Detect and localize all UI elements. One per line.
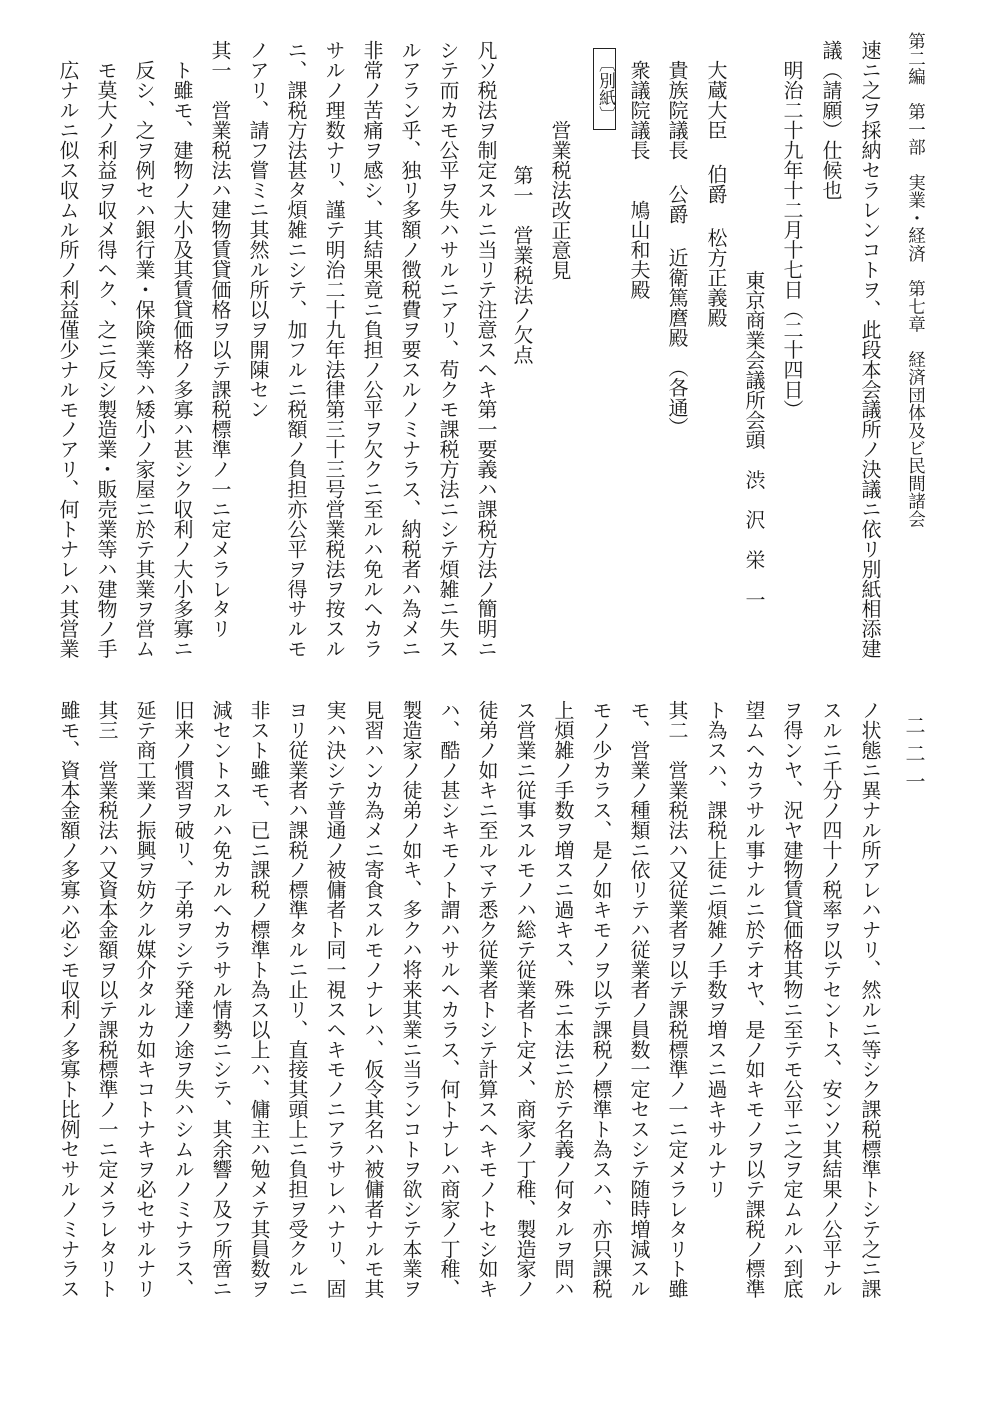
lower-line-12: ハ、酷ノ甚シキモノト謂ハサルヘカラス、何トナレハ商家ノ丁稚、 [437,700,461,1299]
upper-line-13: シテ而カモ公平ヲ失ハサルニアリ、苟クモ課税方法ニシテ煩雑ニ失ス [436,40,460,659]
upper-line-2: 議（請願）仕候也 [819,40,843,200]
date-line: 明治二十九年十二月十七日（二十四日） [780,60,804,420]
running-header: 第二編 第一部 実業・経済 第七章 経済団体及ビ民間諸会 [905,32,926,528]
addressee-representatives-speaker: 衆議院議長 鳩山和夫殿 [627,60,651,300]
upper-line-12: 凡ソ税法ヲ制定スルニ当リテ注意スヘキ第一要義ハ課税方法ノ簡明ニ [474,40,498,659]
lower-line-3: ヲ得ンヤ、況ヤ建物賃貸価格其物ニ至テモ公平ニ之ヲ定ムルハ到底 [780,700,804,1299]
lower-line-20: 延テ商工業ノ振興ヲ妨クル媒介タルカ如キコトナキヲ必セサルナリ [133,700,157,1299]
lower-line-18: 減セントスルハ免カルヘカラサル情勢ニシテ、其余響ノ及フ所啻ニ [209,700,233,1299]
lower-line-10: ス営業ニ従事スルモノハ総テ従業者ト定メ、商家ノ丁稚、製造家ノ [513,700,537,1299]
lower-line-2: スルニ千分ノ四十ノ税率ヲ以テセントス、安ンソ其結果ノ公平ナル [819,700,843,1299]
sender-line: 東京商業会議所会頭 渋 沢 栄 一 [742,270,766,610]
upper-line-15: 非常ノ苦痛ヲ感シ、其結果竟ニ負担ノ公平ヲ欠クニ至ルハ免ルヘカラ [360,40,384,659]
upper-line-20: ト雖モ、建物ノ大小及其賃貸価格ノ多寡ハ甚シク収利ノ大小多寡ニ [170,60,194,659]
lower-line-8: モノ少カラス、是ノ如キモノヲ以テ課税ノ標準ト為スハ、亦只課税 [589,700,613,1299]
lower-line-21: 其三 営業税法ハ又資本金額ヲ以テ課税標準ノ一ニ定メラレタリト [95,700,119,1299]
addressee-finance-minister: 大蔵大臣 伯爵 松方正義殿 [704,60,728,328]
lower-line-4: 望ムヘカラサル事ナルニ於テオヤ、是ノ如キモノヲ以テ課税ノ標準 [742,700,766,1299]
upper-line-22: モ莫大ノ利益ヲ収メ得ヘク、之ニ反シ製造業・販売業等ハ建物ノ手 [94,60,118,659]
lower-line-16: ヨリ従業者ハ課税ノ標準タルニ止リ、直接其頭上ニ負担ヲ受クルニ [285,700,309,1299]
upper-line-16: サルノ理数ナリ、謹テ明治二十九年法律第三十三号営業税法ヲ按スル [322,40,346,659]
lower-line-5: ト為スハ、課税上徒ニ煩雑ノ手数ヲ増スニ過キサルナリ [704,700,728,1199]
lower-line-14: 見習ハンカ為メニ寄食スルモノナレハ、仮令其名ハ被傭者ナルモ其 [361,700,385,1299]
attachment-label: 〔別紙〕 [593,48,616,130]
upper-line-21: 反シ、之ヲ例セハ銀行業・保険業等ハ矮小ノ家屋ニ於テ其業ヲ営ム [132,60,156,659]
upper-line-19: 其一 営業税法ハ建物賃貸価格ヲ以テ課税標準ノ一ニ定メラレタリ [208,40,232,639]
document-title: 営業税法改正意見 [548,120,572,280]
upper-line-1: 速ニ之ヲ採納セラレンコトヲ、此段本会議所ノ決議ニ依リ別紙相添建 [858,40,882,659]
upper-line-14: ルアラン乎、独リ多額ノ徴税費ヲ要スルノミナラス、納税者ハ為メニ [398,40,422,659]
lower-line-6: 其二 営業税法ハ又従業者ヲ以テ課税標準ノ一ニ定メラレタリト雖 [665,700,689,1299]
addressee-peers-president: 貴族院議長 公爵 近衛篤麿殿 （各通） [665,60,689,438]
lower-line-19: 旧来ノ慣習ヲ破リ、子弟ヲシテ発達ノ途ヲ失ハシムルノミナラス、 [171,700,195,1299]
upper-line-17: ニ、課税方法甚タ煩雑ニシテ、加フルニ税額ノ負担亦公平ヲ得サルモ [284,40,308,659]
section-heading: 第一 営業税法ノ欠点 [510,165,534,365]
lower-line-17: 非スト雖モ、已ニ課税ノ標準ト為ス以上ハ、傭主ハ勉メテ其員数ヲ [247,700,271,1299]
lower-line-9: 上煩雑ノ手数ヲ増スニ過キス、殊ニ本法ニ於テ名義ノ何タルヲ問ハ [551,700,575,1299]
page-number: 二二一 [902,715,926,799]
lower-line-13: 製造家ノ徒弟ノ如キ、多クハ将来其業ニ当ランコトヲ欲シテ本業ヲ [399,700,423,1299]
lower-line-15: 実ハ決シテ普通ノ被傭者ト同一視スヘキモノニアラサレハナリ、固 [323,700,347,1299]
upper-line-18: ノアリ、請フ嘗ミニ其然ル所以ヲ開陳セン [246,40,270,420]
lower-line-1: ノ状態ニ異ナル所アレハナリ、然ルニ等シク課税標準トシテ之ニ課 [858,700,882,1299]
lower-line-22: 雖モ、資本金額ノ多寡ハ必シモ収利ノ多寡ト比例セサルノミナラス [57,700,81,1299]
upper-line-23: 広ナルニ似ス収ムル所ノ利益僅少ナルモノアリ、何トナレハ其営業 [56,60,80,659]
lower-line-11: 徒弟ノ如キニ至ルマテ悉ク従業者トシテ計算スヘキモノトセシ如キ [475,700,499,1299]
lower-line-7: モ、営業ノ種類ニ依リテハ従業者ノ員数一定セスシテ随時増減スル [627,700,651,1299]
